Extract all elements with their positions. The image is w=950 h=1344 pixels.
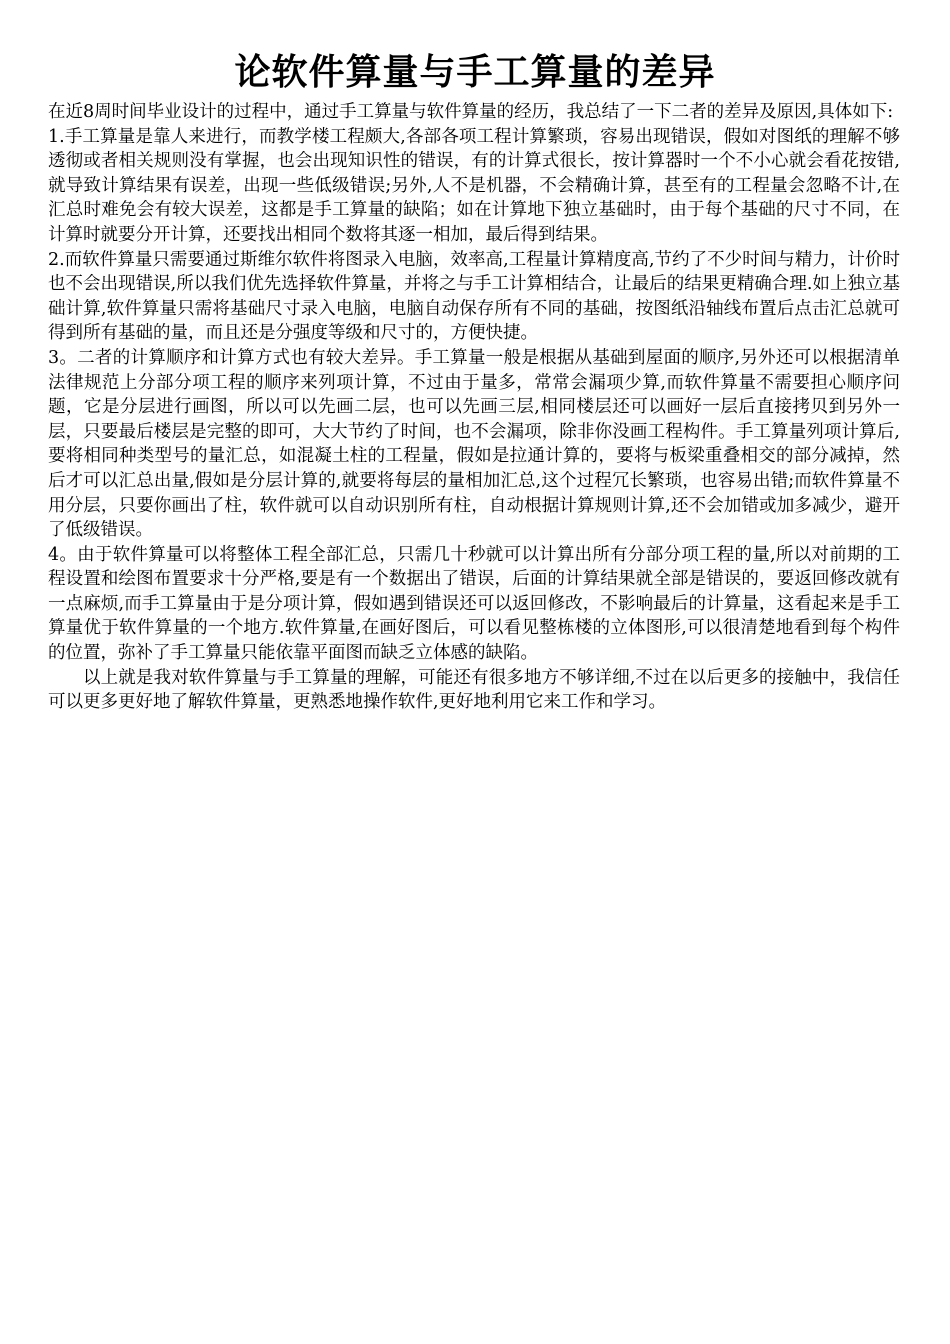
conclusion-paragraph: 以上就是我对软件算量与手工算量的理解，可能还有很多地方不够详细,不过在以后更多的接触中，我信任可以更多更好地了解软件算量，更熟悉地操作软件,更好地利用它来工作和学习。 (48, 667, 900, 713)
document-body (48, 100, 900, 715)
point-2-paragraph: 2.而软件算量只需要通过斯维尔软件将图录入电脑，效率高,工程量计算精度高,节约了不少时间与精力，计价时也不会出现错误,所以我们优先选择软件算量，并将之与手工计算相结合，让最后的结果更精确合理.如上独立基础计算,软件算量只需将基础尺寸录入电脑，电脑自动保存所有不同的基础，按图纸沿轴线布置后点击汇总就可得到所有基础的量，而且还是分强度等级和尺寸的，方便快捷。 (48, 249, 900, 344)
page-title: 论软件算量与手工算量的差异 (234, 52, 716, 93)
point-1-paragraph: 1.手工算量是靠人来进行，而教学楼工程颇大,各部各项工程计算繁琐，容易出现错误，假如对图纸的理解不够透彻或者相关规则没有掌握，也会出现知识性的错误，有的计算式很长，按计算器时一个不小心就会看花按错,就导致计算结果有误差，出现一些低级错误;另外,人不是机器，不会精确计算，甚至有的工程量会忽略不计,在汇总时难免会有较大误差，这都是手工算量的缺陷；如在计算地下独立基础时，由于每个基础的尺寸不同，在计算时就要分开计算，还要找出相同个数将其逐一相加，最后得到结果。 (48, 126, 900, 245)
intro-paragraph: 在近8周时间毕业设计的过程中，通过手工算量与软件算量的经历，我总结了一下二者的差异及原因,具体如下: (48, 102, 894, 122)
point-3-paragraph: 3。二者的计算顺序和计算方式也有较大差异。手工算量一般是根据从基础到屋面的顺序,另外还可以根据清单法律规范上分部分项工程的顺序来列项计算，不过由于量多，常常会漏项少算,而软件算量不需要担心顺序问题，它是分层进行画图，所以可以先画二层，也可以先画三层,相同楼层还可以画好一层后直接拷贝到另外一层，只要最后楼层是完整的即可，大大节约了时间，也不会漏项，除非你没画工程构件。手工算量列项计算后,要将相同种类型号的量汇总，如混凝土柱的工程量，假如是拉通计算的，要将与板梁重叠相交的部分减掉，然后才可以汇总出量,假如是分层计算的,就要将每层的量相加汇总,这个过程冗长繁琐，也容易出错;而软件算量不用分层，只要你画出了柱，软件就可以自动识别所有柱，自动根据计算规则计算,还不会加错或加多减少，避开了低级错误。 (48, 347, 900, 541)
point-4-paragraph: 4。由于软件算量可以将整体工程全部汇总，只需几十秒就可以计算出所有分部分项工程的量,所以对前期的工程设置和绘图布置要求十分严格,要是有一个数据出了错误，后面的计算结果就全部是错误的，要返回修改就有一点麻烦,而手工算量由于是分项计算，假如遇到错误还可以返回修改，不影响最后的计算量，这看起来是手工算量优于软件算量的一个地方.软件算量,在画好图后，可以看见整栋楼的立体图形,可以很清楚地看到每个构件的位置，弥补了手工算量只能依靠平面图而缺乏立体感的缺陷。 (48, 544, 900, 664)
